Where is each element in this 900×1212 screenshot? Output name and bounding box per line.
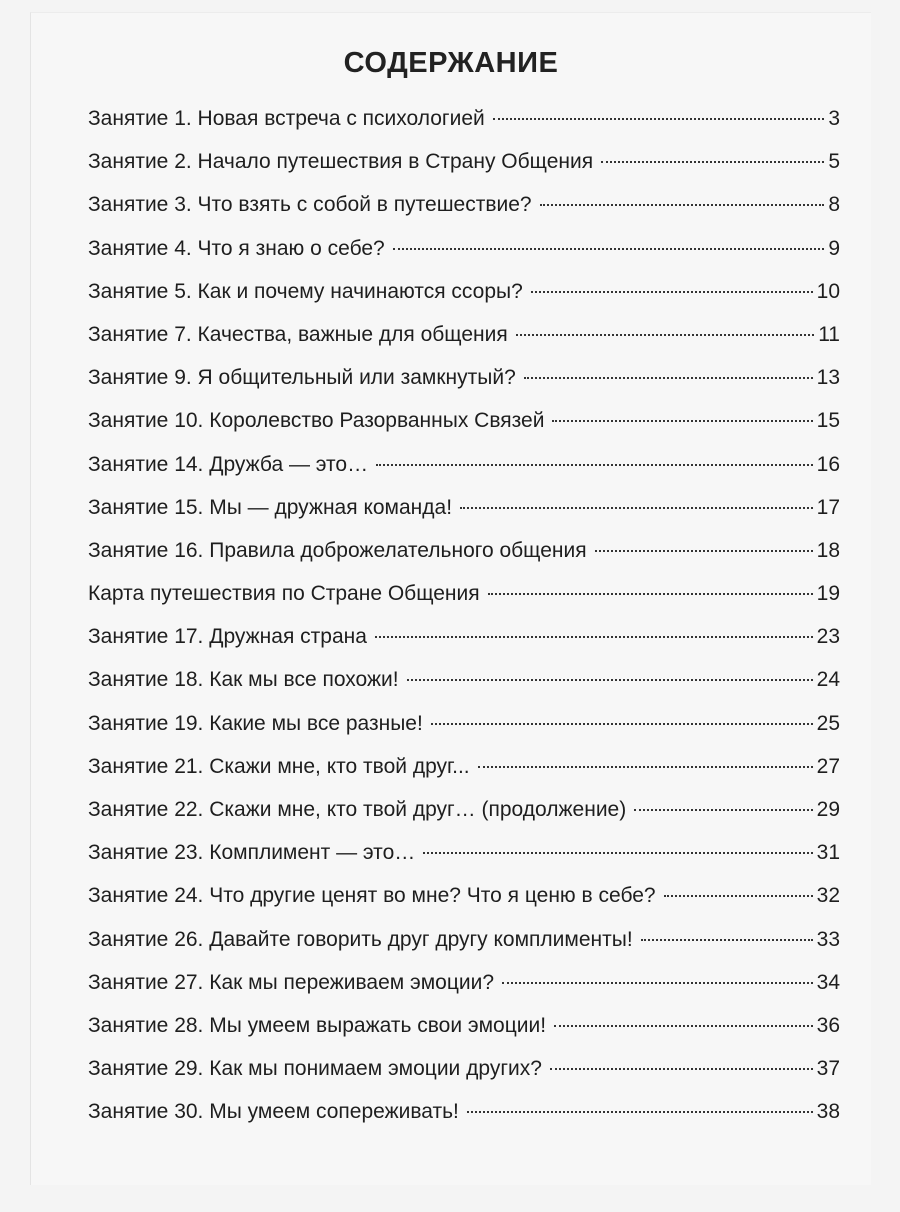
dot-leader xyxy=(664,895,813,897)
toc-entry-page-number: 36 xyxy=(816,1013,840,1037)
toc-entry-page-number: 17 xyxy=(816,495,840,519)
dot-leader xyxy=(531,291,813,293)
toc-entry-page-number: 13 xyxy=(816,366,840,390)
toc-entry-page-number: 32 xyxy=(816,884,840,908)
toc-entry-title: Занятие 27. Как мы переживаем эмоции? xyxy=(88,970,495,994)
toc-entry xyxy=(88,788,840,831)
toc-entry xyxy=(88,399,840,442)
toc-entry xyxy=(88,270,840,313)
toc-entry-title: Занятие 2. Начало путешествия в Страну Общения xyxy=(88,150,594,174)
toc-entry-page-number: 24 xyxy=(816,668,840,692)
toc-entry-page-number: 37 xyxy=(816,1057,840,1081)
toc-entry-page-number: 11 xyxy=(818,322,840,346)
dot-leader xyxy=(601,161,824,163)
toc-entry xyxy=(88,1047,840,1090)
toc-entry-title: Занятие 4. Что я знаю о себе? xyxy=(88,236,385,260)
toc-entry xyxy=(88,443,840,486)
dot-leader xyxy=(641,939,813,941)
toc-entry-page-number: 27 xyxy=(816,754,840,778)
toc-entry xyxy=(88,140,840,183)
dot-leader xyxy=(493,118,825,120)
toc-entry-page-number: 9 xyxy=(828,236,840,260)
toc-entry-page-number: 8 xyxy=(828,193,840,217)
toc-entry-page-number: 34 xyxy=(816,970,840,994)
toc-entry-page-number: 5 xyxy=(828,150,840,174)
toc-entry-title: Занятие 14. Дружба — это… xyxy=(88,452,369,476)
toc-entry xyxy=(88,97,840,140)
toc-entry-page-number: 3 xyxy=(828,107,840,130)
toc-entry-title: Карта путешествия по Стране Общения xyxy=(88,582,480,606)
toc-entry xyxy=(88,356,840,399)
dot-leader xyxy=(552,420,812,422)
toc-entry-page-number: 23 xyxy=(816,625,840,649)
toc-entry-page-number: 10 xyxy=(816,279,840,303)
toc-entry xyxy=(88,183,840,226)
toc-entry xyxy=(88,658,840,701)
dot-leader xyxy=(488,593,813,595)
toc-entry-title: Занятие 24. Что другие ценят во мне? Что я ценю в себе? xyxy=(88,884,656,908)
toc-entry xyxy=(88,702,840,745)
page-title: СОДЕРЖАНИЕ xyxy=(343,47,559,79)
toc-entry-title: Занятие 28. Мы умеем выражать свои эмоции! xyxy=(88,1013,547,1037)
toc-entry-page-number: 18 xyxy=(816,538,840,562)
toc-entry xyxy=(88,831,840,874)
dot-leader xyxy=(540,204,825,206)
toc-entry xyxy=(88,615,840,658)
toc-entry-page-number: 31 xyxy=(816,841,840,865)
dot-leader xyxy=(376,464,813,466)
table-of-contents xyxy=(88,97,840,1134)
toc-entry-title: Занятие 30. Мы умеем сопереживать! xyxy=(88,1100,459,1124)
dot-leader xyxy=(595,550,813,552)
toc-entry xyxy=(88,874,840,917)
toc-entry-title: Занятие 23. Комплимент — это… xyxy=(88,841,416,865)
toc-entry-title: Занятие 22. Скажи мне, кто твой друг… (продолжение) xyxy=(88,798,627,821)
toc-entry xyxy=(88,486,840,529)
toc-entry-title: Занятие 3. Что взять с собой в путешествие? xyxy=(88,193,532,217)
toc-entry-page-number: 25 xyxy=(816,711,840,735)
dot-leader xyxy=(423,852,812,854)
toc-entry xyxy=(88,1090,840,1133)
dot-leader xyxy=(502,982,813,984)
dot-leader xyxy=(478,766,813,768)
toc-entry-title: Занятие 21. Скажи мне, кто твой друг... xyxy=(88,754,470,778)
dot-leader xyxy=(393,248,825,250)
toc-entry-title: Занятие 5. Как и почему начинаются ссоры? xyxy=(88,279,523,303)
toc-entry xyxy=(88,227,840,270)
dot-leader xyxy=(431,723,813,725)
toc-entry-page-number: 33 xyxy=(816,927,840,951)
toc-entry-page-number: 29 xyxy=(816,798,840,821)
toc-entry-page-number: 16 xyxy=(816,452,840,476)
toc-entry xyxy=(88,313,840,356)
toc-entry-title: Занятие 10. Королевство Разорванных Связей xyxy=(88,409,545,433)
toc-entry-title: Занятие 29. Как мы понимаем эмоции других? xyxy=(88,1057,542,1081)
toc-entry-title: Занятие 16. Правила доброжелательного общения xyxy=(88,538,587,562)
book-page xyxy=(30,12,871,1185)
dot-leader xyxy=(554,1025,813,1027)
toc-entry-title: Занятие 18. Как мы все похожи! xyxy=(88,668,399,692)
toc-entry-page-number: 19 xyxy=(816,582,840,606)
dot-leader xyxy=(524,377,813,379)
dot-leader xyxy=(516,334,814,336)
dot-leader xyxy=(550,1068,813,1070)
toc-entry-title: Занятие 17. Дружная страна xyxy=(88,625,367,649)
toc-entry xyxy=(88,961,840,1004)
toc-entry-title: Занятие 19. Какие мы все разные! xyxy=(88,711,423,735)
toc-entry-page-number: 38 xyxy=(816,1100,840,1124)
dot-leader xyxy=(407,679,813,681)
toc-entry xyxy=(88,918,840,961)
toc-entry xyxy=(88,529,840,572)
toc-entry xyxy=(88,1004,840,1047)
toc-entry-title: Занятие 7. Качества, важные для общения xyxy=(88,322,508,346)
toc-entry-title: Занятие 15. Мы — дружная команда! xyxy=(88,495,453,519)
toc-entry xyxy=(88,572,840,615)
toc-entry-title: Занятие 9. Я общительный или замкнутый? xyxy=(88,366,516,390)
dot-leader xyxy=(460,507,813,509)
dot-leader xyxy=(375,636,813,638)
toc-entry-page-number: 15 xyxy=(816,409,840,433)
toc-entry xyxy=(88,745,840,788)
toc-entry-title: Занятие 1. Новая встреча с психологией xyxy=(88,107,485,130)
toc-entry-title: Занятие 26. Давайте говорить друг другу комплименты! xyxy=(88,927,633,951)
dot-leader xyxy=(467,1111,813,1113)
dot-leader xyxy=(634,809,812,811)
